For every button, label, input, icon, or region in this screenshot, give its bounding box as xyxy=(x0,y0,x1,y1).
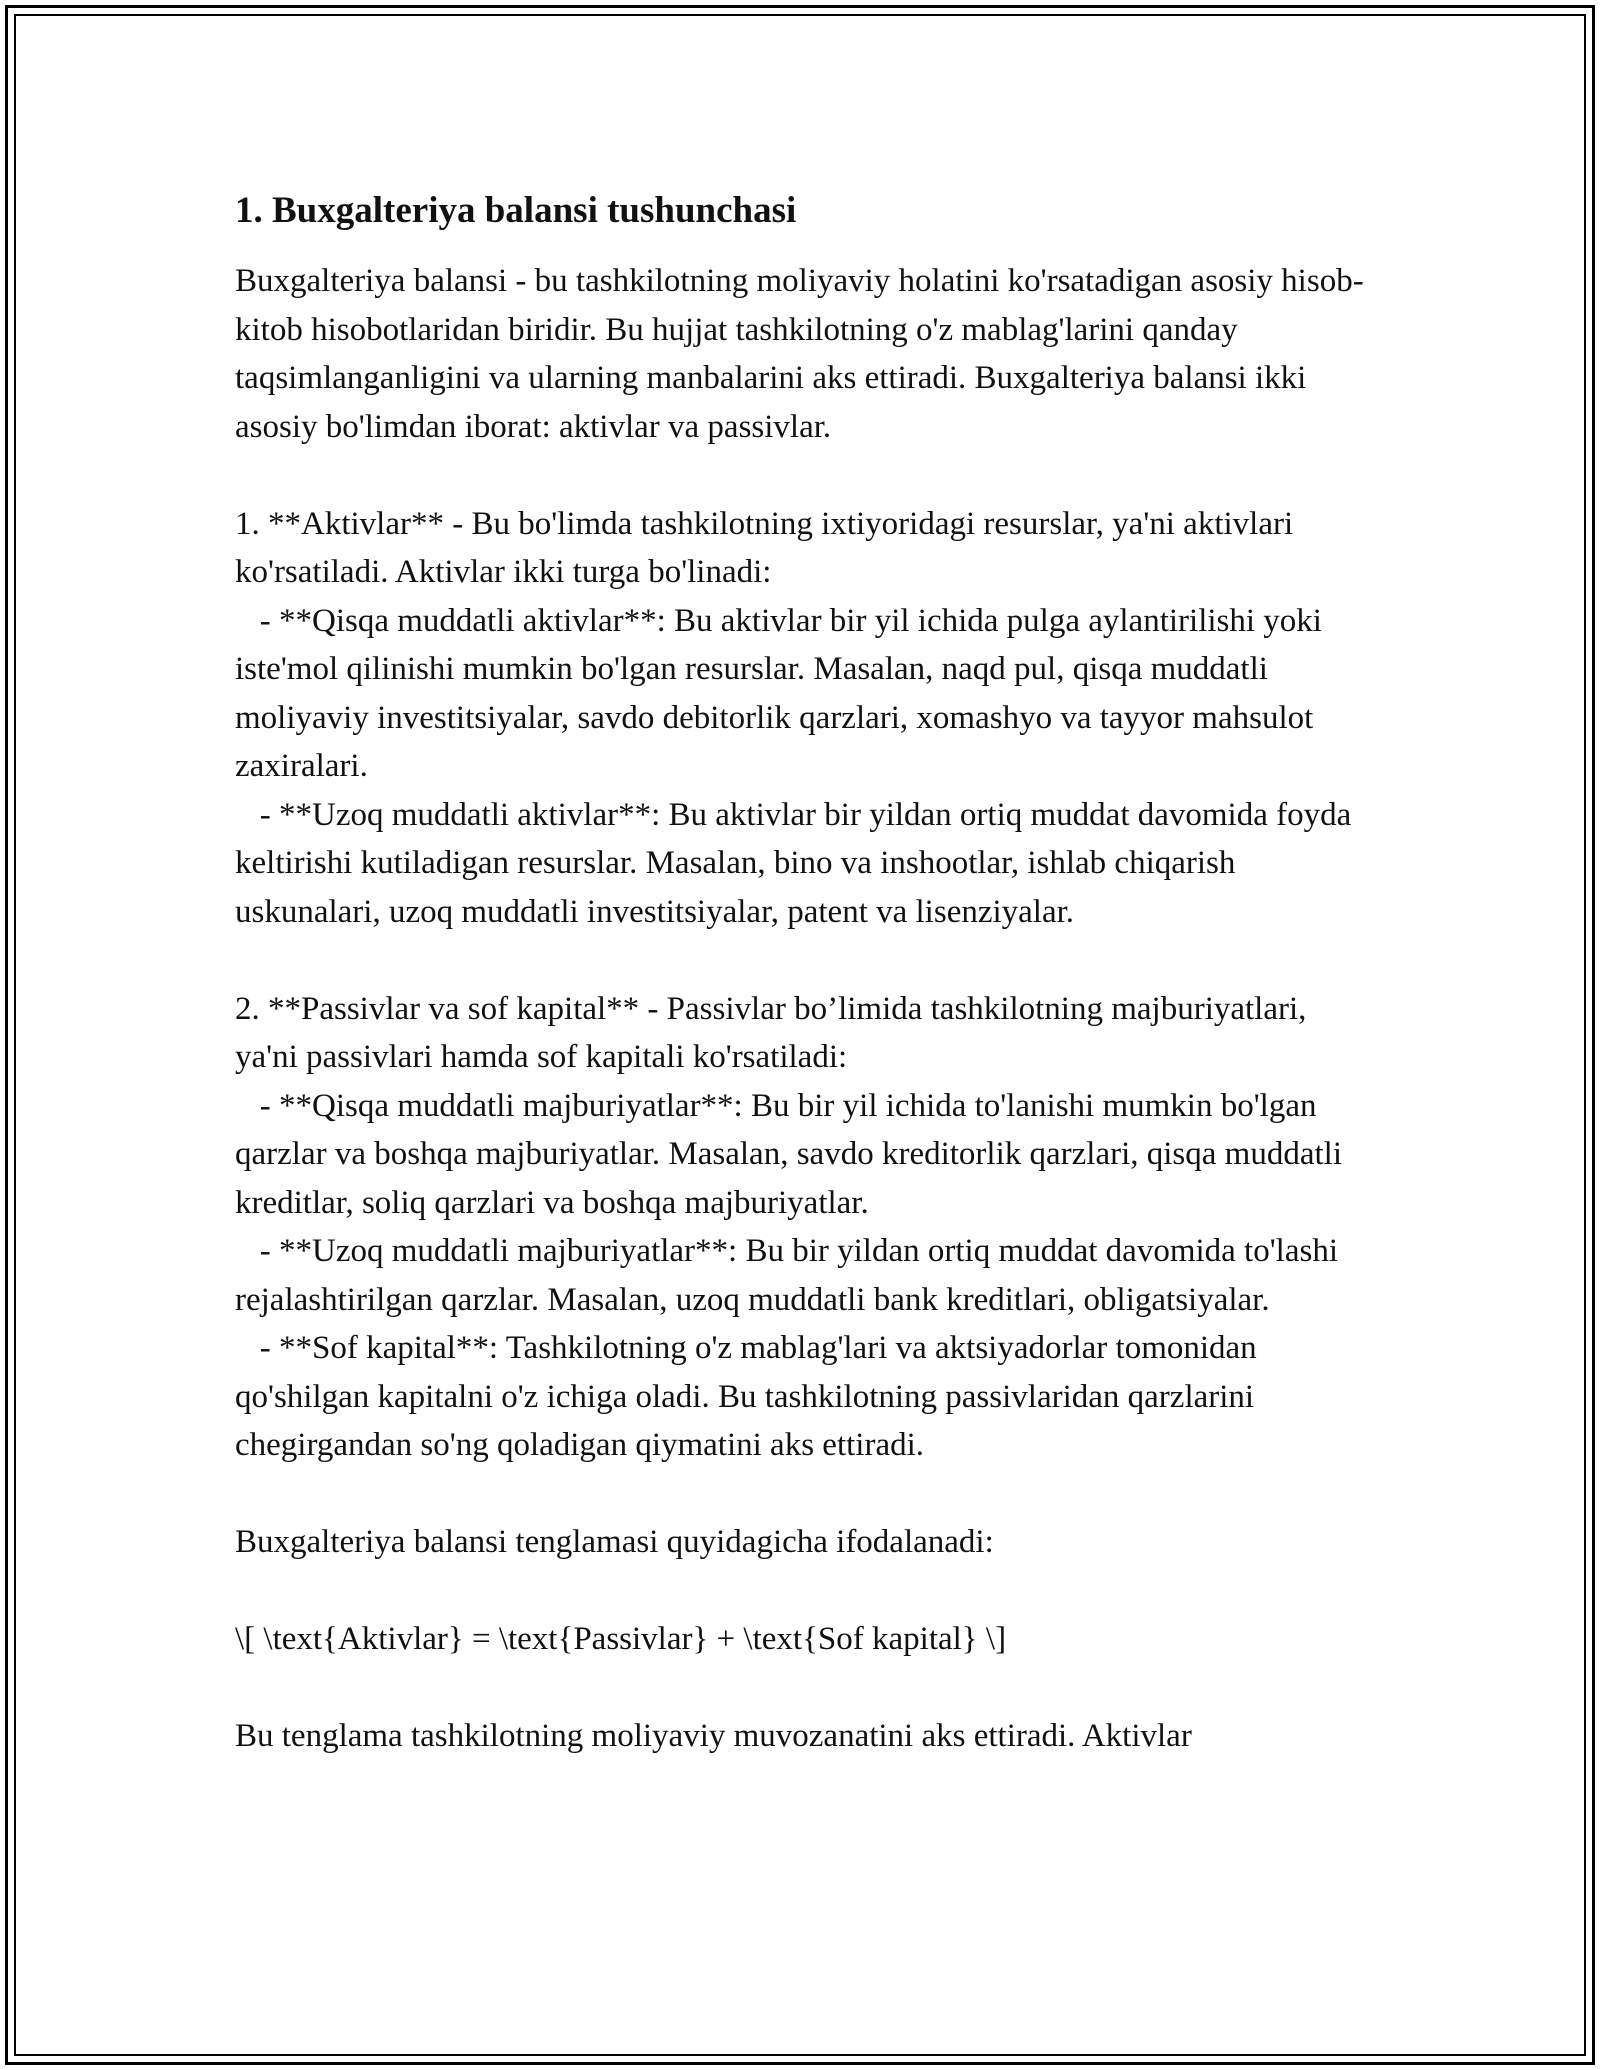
intro-paragraph: Buxgalteriya balansi - bu tashkilotning moliyaviy holatini ko'rsatadigan asosiy hisob-kitob hisobotlaridan biridir. Bu hujjat tashkilotning o'z mablag'larini qanday taqsimlanganligini va ularning manbalarini aks ettiradi. Buxgalteriya balansi ikki asosiy bo'limdan iborat: aktivlar va passivlar. xyxy=(235,263,1364,445)
paragraph-gap xyxy=(235,1664,1375,1713)
paragraph-gap xyxy=(235,451,1375,500)
equation-intro: Buxgalteriya balansi tenglamasi quyidagicha ifodalanadi: xyxy=(235,1524,994,1560)
paragraph-gap xyxy=(235,1470,1375,1519)
section-heading: 1. Buxgalteriya balansi tushunchasi xyxy=(235,190,797,231)
long-term-assets-item: - **Uzoq muddatli aktivlar**: Bu aktivlar bir yildan ortiq muddat davomida foyda keltirishi kutiladigan resurslar. Masalan, bino va inshootlar, ishlab chiqarish uskunalari, uzoq muddatli investitsiyalar, patent va lisenziyalar. xyxy=(235,796,1360,930)
assets-section xyxy=(235,500,1375,937)
paragraph-gap xyxy=(235,936,1375,985)
closing-paragraph: Bu tenglama tashkilotning moliyaviy muvozanatini aks ettiradi. Aktivlar xyxy=(235,1718,1192,1754)
short-term-liabilities-item: - **Qisqa muddatli majburiyatlar**: Bu bir yil ichida to'lanishi mumkin bo'lgan qarzlar va boshqa majburiyatlar. Masalan, savdo kreditorlik qarzlari, qisqa muddatli kreditlar, soliq qarzlari va boshqa majburiyatlar. xyxy=(235,1087,1351,1221)
short-term-assets-item: - **Qisqa muddatli aktivlar**: Bu aktivlar bir yil ichida pulga aylantirilishi yoki iste'mol qilinishi mumkin bo'lgan resurslar. Masalan, naqd pul, qisqa muddatli moliyaviy investitsiyalar, savdo debitorlik qarzlari, xomashyo va tayyor mahsulot zaxiralari. xyxy=(235,602,1331,784)
balance-equation: \[ \text{Aktivlar} = \text{Passivlar} + \text{Sof kapital} \] xyxy=(235,1621,1007,1657)
assets-lead: 1. **Aktivlar** - Bu bo'limda tashkilotning ixtiyoridagi resurslar, ya'ni aktivlari ko'rsatiladi. Aktivlar ikki turga bo'linadi: xyxy=(235,505,1302,590)
liabilities-lead: 2. **Passivlar va sof kapital** - Passivlar bo’limida tashkilotning majburiyatlari, ya'ni passivlari hamda sof kapitali ko'rsatiladi: xyxy=(235,990,1315,1075)
equity-item: - **Sof kapital**: Tashkilotning o'z mablag'lari va aktsiyadorlar tomonidan qo'shilgan kapitalni o'z ichiga oladi. Bu tashkilotning passivlaridan qarzlarini chegirgandan so'ng qoladigan qiymatini aks ettiradi. xyxy=(235,1330,1265,1463)
paragraph-gap xyxy=(235,1567,1375,1616)
liabilities-section xyxy=(235,985,1375,1470)
document-body xyxy=(235,187,1375,1761)
long-term-liabilities-item: - **Uzoq muddatli majburiyatlar**: Bu bir yildan ortiq muddat davomida to'lashi rejalashtirilgan qarzlar. Masalan, uzoq muddatli bank kreditlari, obligatsiyalar. xyxy=(235,1233,1347,1318)
